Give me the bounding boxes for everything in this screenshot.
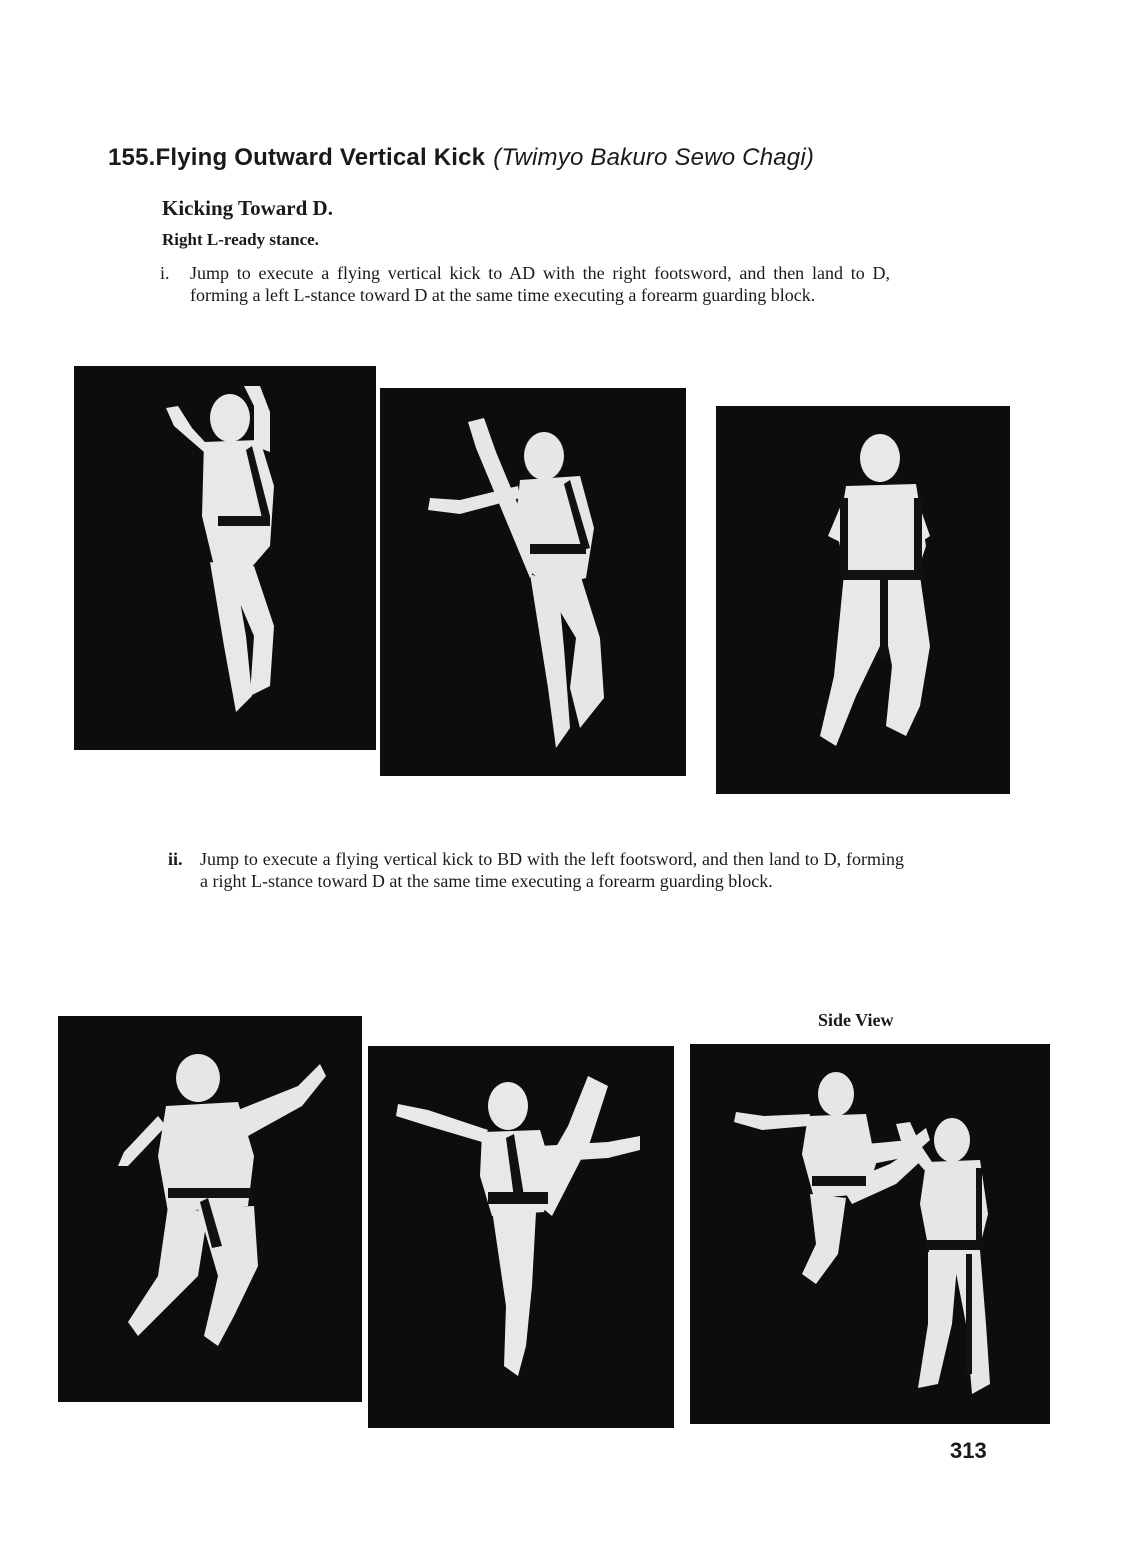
title-subtitle: (Twimyo Bakuro Sewo Chagi) — [493, 144, 815, 171]
step-2-text: Jump to execute a flying vertical kick to BD with the left footsword, and then land to D, forming a right L-stance toward D at the same time executing a forearm guarding block. — [200, 849, 904, 891]
photo-step1-jump-figure — [74, 366, 376, 750]
photo-step2-side-view-figures — [690, 1044, 1050, 1424]
page-title — [108, 144, 814, 172]
side-view-caption: Side View — [818, 1010, 894, 1030]
photo-step2-side-view — [690, 1044, 1050, 1424]
photo-step1-landing-figure — [716, 406, 1010, 794]
photo-step2-jump-figure — [58, 1016, 362, 1402]
photo-step2-jump — [58, 1016, 362, 1402]
step-1-text: Jump to execute a flying vertical kick to AD with the right footsword, and then land to D, forming a left L-stance toward D at the same time executing a forearm guarding block. — [190, 263, 890, 305]
photo-step1-jump — [74, 366, 376, 750]
page-number: 313 — [950, 1438, 987, 1463]
photo-step1-landing — [716, 406, 1010, 794]
section-heading: Kicking Toward D. — [162, 196, 333, 220]
step-2 — [168, 848, 904, 892]
photo-step2-kick-figure — [368, 1046, 674, 1428]
step-1-number: i. — [160, 263, 170, 283]
step-1 — [160, 262, 890, 306]
photo-step1-kick-figure — [380, 388, 686, 776]
title-main: 155.Flying Outward Vertical Kick — [108, 144, 486, 171]
photo-step1-kick — [380, 388, 686, 776]
photo-step2-kick — [368, 1046, 674, 1428]
ready-stance: Right L-ready stance. — [162, 230, 319, 249]
step-2-number: ii. — [168, 849, 183, 869]
